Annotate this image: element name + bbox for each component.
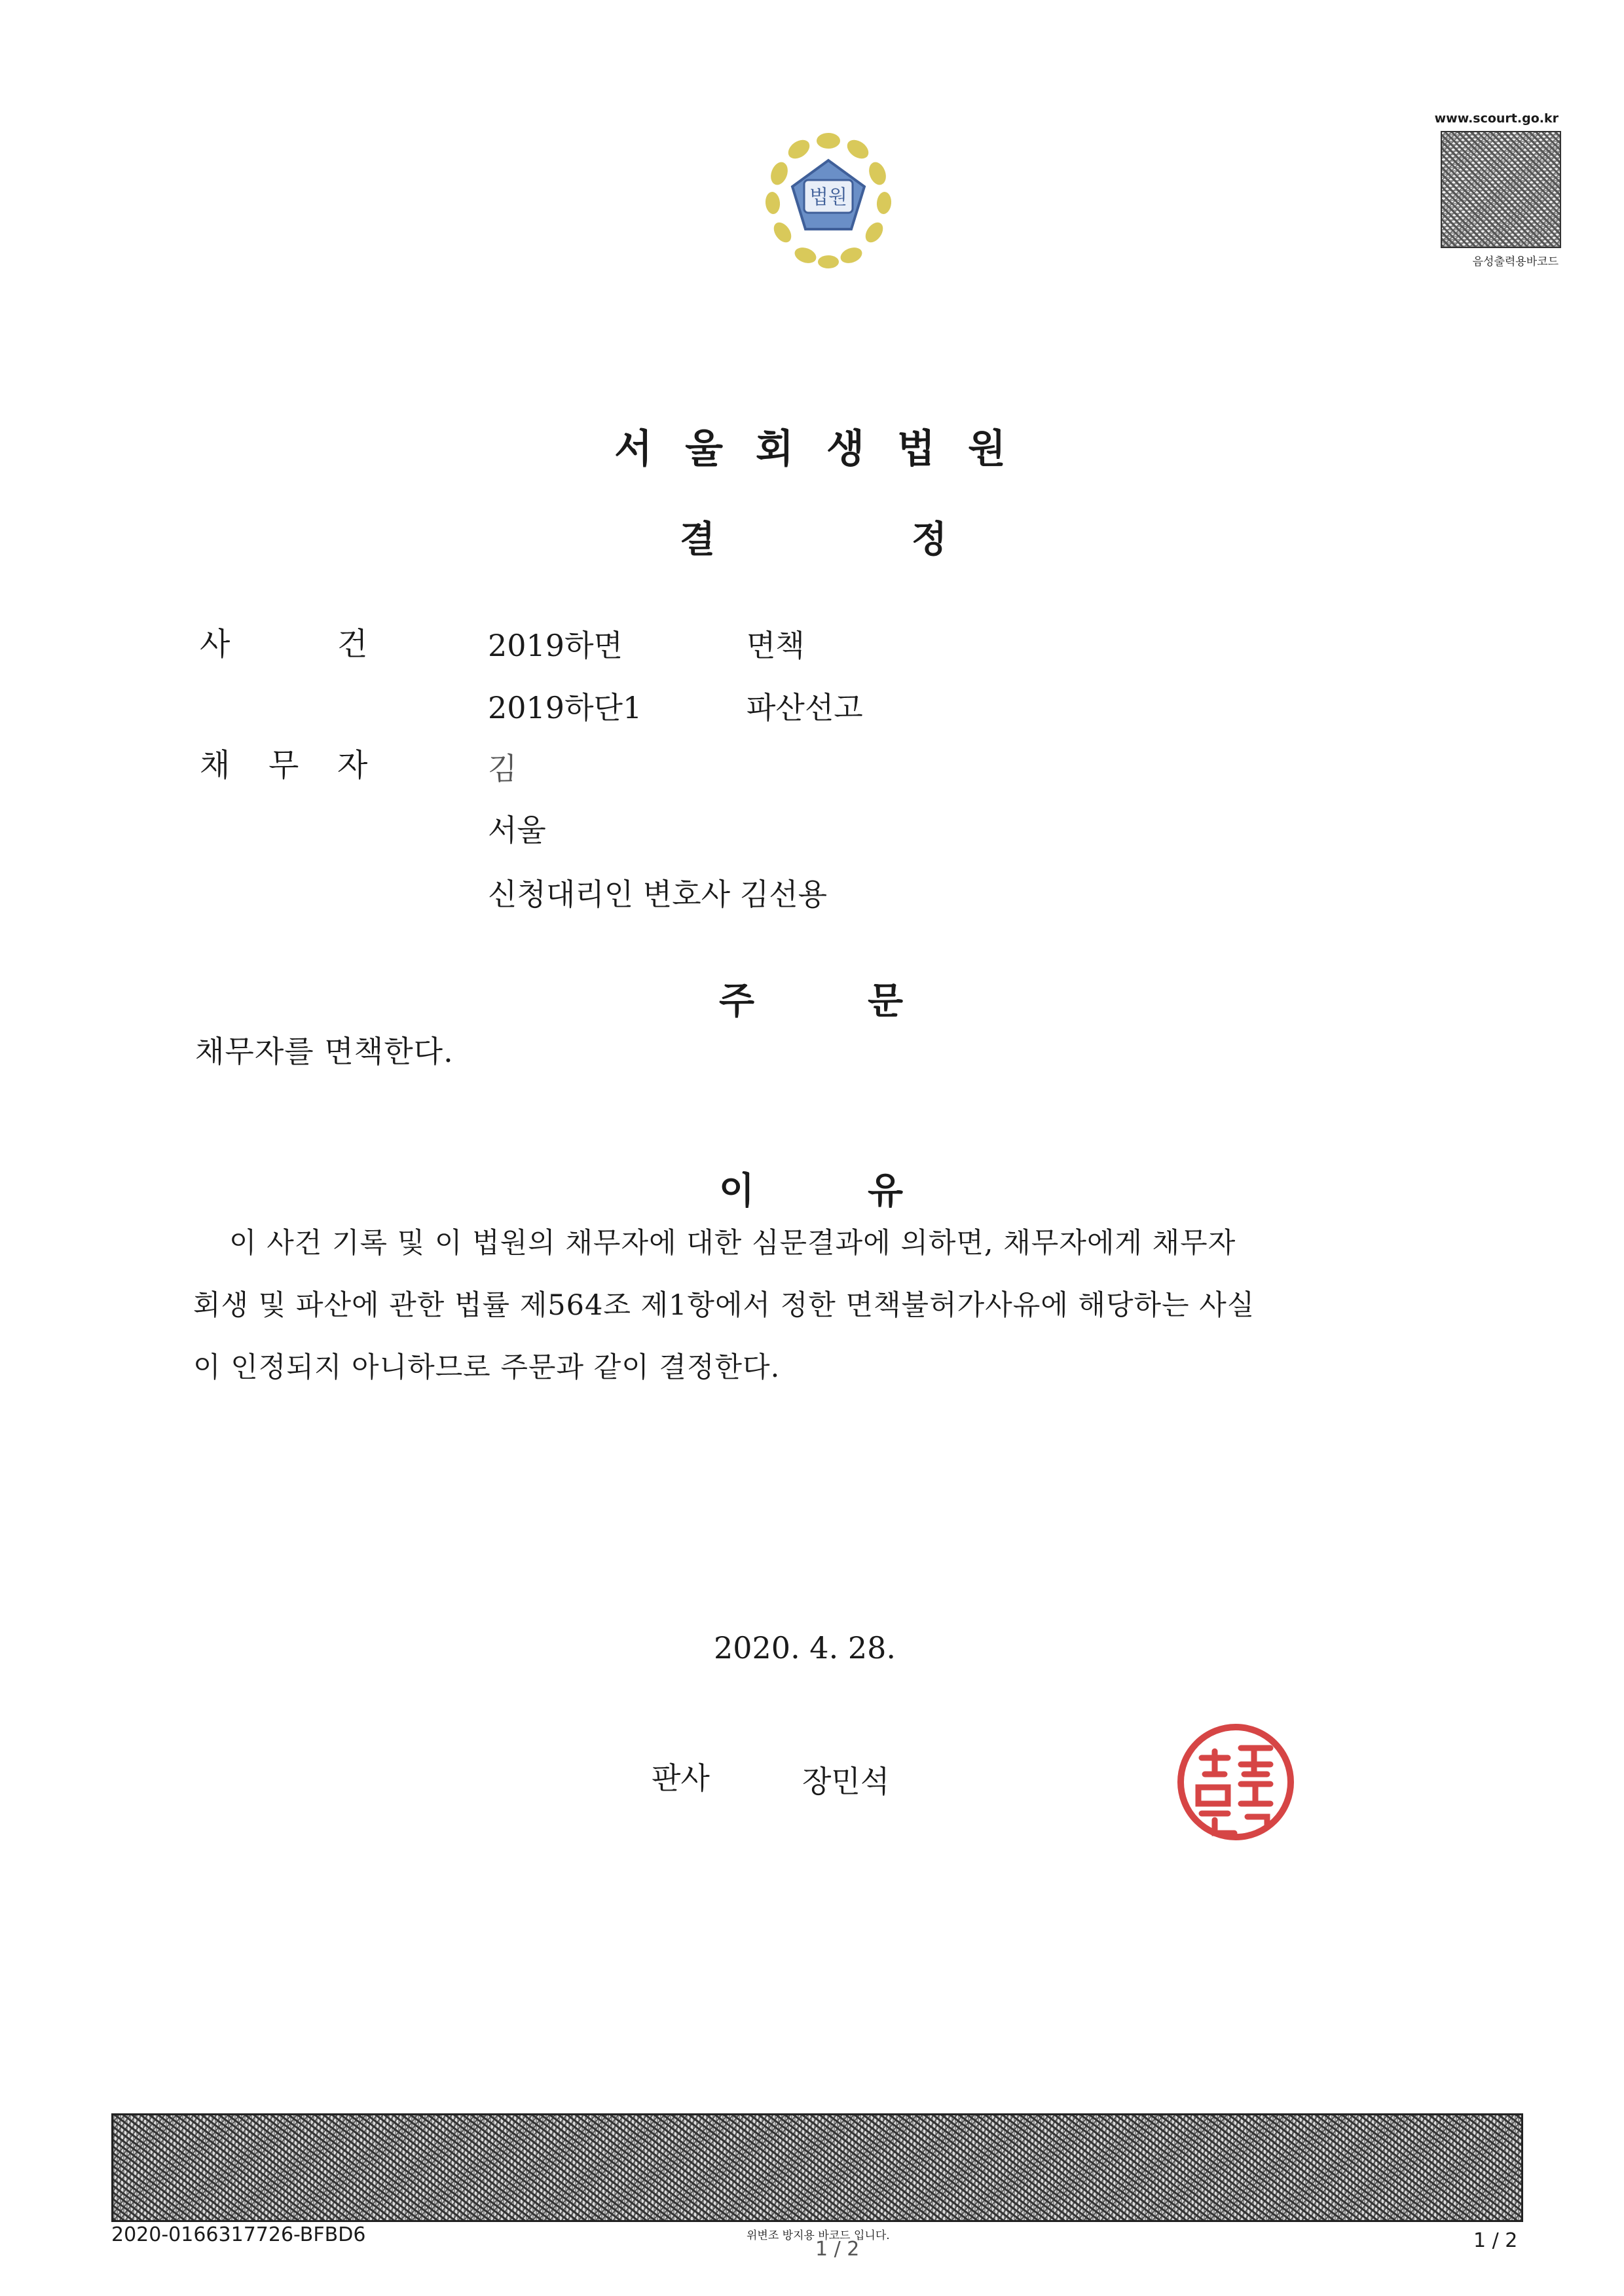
judge-seal-icon bbox=[1175, 1722, 1297, 1843]
page-number-center: 1 / 2 bbox=[815, 2238, 860, 2261]
judge-title: 판사 bbox=[652, 1760, 710, 1796]
order-text: 채무자를 면책한다. bbox=[195, 1034, 454, 1069]
reason-line-1: 이 사건 기록 및 이 법원의 채무자에 대한 심문결과에 의하면, 채무자에게 채무자 bbox=[229, 1227, 1236, 1260]
debtor-agent: 신청대리인 변호사 김선용 bbox=[488, 877, 828, 912]
anti-forgery-barcode-icon bbox=[111, 2113, 1523, 2222]
title-char-1: 결 bbox=[680, 519, 716, 561]
reason-line-2: 회생 및 파산에 관한 법률 제564조 제1항에서 정한 면책불허가사유에 해당하는 사실 bbox=[193, 1289, 1255, 1322]
order-heading-1: 주 bbox=[719, 980, 755, 1023]
order-heading-2: 문 bbox=[868, 980, 904, 1023]
qr-barcode-icon bbox=[1441, 131, 1561, 248]
case-label-1: 사 bbox=[200, 626, 231, 663]
case-number-2: 2019하단1 bbox=[488, 690, 642, 725]
court-name-char: 원 bbox=[967, 426, 1010, 472]
court-name-char: 서 bbox=[614, 426, 657, 472]
reason-heading-2: 유 bbox=[868, 1170, 904, 1212]
case-number-1: 2019하면 bbox=[488, 628, 623, 663]
case-label-2: 건 bbox=[337, 626, 368, 663]
debtor-label-3: 자 bbox=[337, 747, 368, 784]
court-name bbox=[0, 418, 1624, 474]
barcode-caption: 음성출력용바코드 bbox=[1472, 255, 1559, 268]
debtor-address: 서울 bbox=[488, 812, 546, 848]
court-name-char: 회 bbox=[756, 426, 798, 472]
debtor-label-2: 무 bbox=[268, 747, 299, 784]
decision-date: 2020. 4. 28. bbox=[714, 1630, 896, 1666]
debtor-label-1: 채 bbox=[200, 747, 231, 784]
document-id: 2020-0166317726-BFBD6 bbox=[111, 2223, 366, 2246]
title-char-2: 정 bbox=[912, 519, 948, 561]
court-name-char: 생 bbox=[826, 426, 868, 472]
page-number-right: 1 / 2 bbox=[1473, 2229, 1518, 2252]
court-name-char: 울 bbox=[685, 426, 728, 472]
reason-heading-1: 이 bbox=[719, 1170, 755, 1212]
court-name-char: 법 bbox=[896, 426, 939, 472]
judge-name: 장민석 bbox=[802, 1764, 890, 1799]
court-emblem-icon bbox=[753, 124, 904, 275]
reason-line-3: 이 인정되지 아니하므로 주문과 같이 결정한다. bbox=[193, 1351, 781, 1384]
case-type-2: 파산선고 bbox=[747, 690, 863, 725]
emblem-text: 법원 bbox=[809, 186, 847, 209]
barcode-notice: 위변조 방지용 바코드 입니다. bbox=[747, 2229, 890, 2242]
debtor-name: 김 bbox=[488, 751, 517, 786]
barcode-url: www.scourt.go.kr bbox=[1434, 111, 1559, 126]
case-type-1: 면책 bbox=[747, 628, 805, 663]
